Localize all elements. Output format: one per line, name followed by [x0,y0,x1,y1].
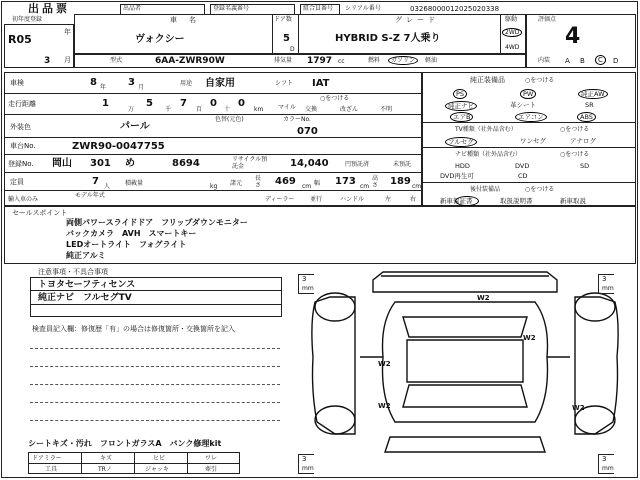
length-value: 469 [275,176,296,187]
shift-value: IAT [312,78,330,89]
width-unit: cm [360,183,370,190]
tire-fl: 3 [298,274,314,294]
recycle-label: リサイクル預託金 [232,156,268,170]
import-left: 左 [385,196,392,203]
legend-r4: 牽引 [205,466,218,473]
nav-label: ナビ種類（社外品含む） [455,151,522,158]
nav-hdd: HDD [455,162,470,170]
width-value: 173 [335,176,356,187]
grade-value: HYBRID S-Z 7人乗り [335,33,441,44]
tire-rr-unit: mm [602,465,614,472]
mileage-digit-4: 0 [210,98,217,109]
use-value: 自家用 [205,78,235,89]
grade-label: グレード [395,16,439,24]
inspection-label: 車検 [10,79,24,87]
equipment-note: ○をつける [525,77,555,84]
vehicle-name-label: 車名 [170,16,208,24]
notes-title: 注意事項・不具合事項 [38,268,108,276]
registration-box: 登録名義番号 [210,4,295,15]
color-no-value: 070 [297,126,318,137]
mileage-opt-tampered: 改ざん [340,106,359,113]
mileage-unit-man: 万 [128,106,135,113]
fuel-label: 燃料 [368,57,381,64]
month-value: 3 [44,56,51,66]
damage-mark-4: W2 [378,402,391,410]
mileage-label: 走行距離 [8,100,36,108]
equip-aw: 純正AW [578,89,608,99]
sales-point-2: バックカメラ AVH スマートキー [66,229,197,238]
height-unit: cm [412,183,422,190]
legend-h2: キズ [100,455,112,462]
chassis-value: ZWR90-0047755 [72,141,165,152]
year-unit: 年 [64,28,71,36]
chassis-label: 車台No. [10,142,36,150]
exhibitor-box: 出品者 [120,4,205,15]
legend-h3: ヒビ [153,455,166,462]
capacity-value: 7 [92,176,99,187]
tv-fullseg: フルセグ [445,137,477,147]
height-label: 高さ [372,175,379,189]
plate-region: 岡山 [52,158,72,169]
mileage-mile-label: マイル [278,104,296,111]
dims-label: 諸元 [230,180,243,187]
drive-2wd: 2WD [502,28,522,37]
plate-class: 301 [90,158,111,169]
drive-label: 駆動 [505,16,518,23]
tire-fl-unit: mm [302,285,314,292]
cd-opt: CD [518,172,528,180]
legend-r2: TRノ [98,466,112,473]
inspection-year: 8 [90,77,97,88]
mileage-unit-sen: 千 [165,106,172,113]
interior-c: C [595,55,606,65]
legend-h4: ワレ [205,455,218,462]
legend-r3: ジャッキ [145,466,169,473]
mileage-opt-replaced: 交換 [305,106,318,113]
plate-kana: め [125,158,135,169]
import-right: 右 [410,196,417,203]
import-dealer: ディーラー [265,196,295,203]
tire-rr: 3 [598,454,614,474]
damage-mark-1: W2 [477,294,490,302]
capacity-label: 定員 [10,178,24,186]
sales-point-3: LEDオートライト フォグライト [66,240,187,249]
mileage-digit-1: 1 [102,98,109,109]
model-value: 6AA-ZWR90W [155,56,225,66]
tv-oneseg: ワンセグ [520,137,546,145]
damage-mark-2: W2 [523,334,536,342]
import-label: 輸入車のみ [8,196,39,203]
nav-note: ○をつける [560,151,590,158]
dvd-playback: DVD再生可 [440,172,474,180]
mileage-unit-km: km [254,106,264,113]
interior-d: D [613,57,619,65]
legend-h1: ドアミラー [32,455,62,462]
tv-label: TV種類（社外品含む） [455,126,517,133]
month-unit: 月 [64,56,71,64]
mileage-digit-2: 5 [146,98,153,109]
original-color-label: 色替(元色) [215,116,244,123]
serial-number: 03268000012025020338 [410,5,500,13]
displacement-value: 1797 [307,56,333,66]
mileage-opt-unknown: 不明 [380,106,393,113]
shift-label: シフト [275,80,294,87]
length-unit: cm [302,183,312,190]
doors-sub: D [290,46,295,53]
recycle-unit: 円預託済 [345,161,370,168]
equip-navi: 純正ナビ [445,101,477,111]
page-title: 出品票 [28,2,70,15]
mileage-opts-note: ○をつける [320,95,350,102]
use-label: 用途 [180,80,193,87]
capacity-unit: 人 [104,183,111,190]
equip-ps: PS [453,89,467,99]
interior-b: B [580,57,585,65]
equip-aircon: エアコン [515,112,547,122]
nav-dvd: DVD [515,162,530,170]
footer-line: シートキズ・汚れ フロントガラスA バンク修理kit [28,439,222,448]
exterior-color: パール [120,121,150,132]
recycle-status: 未預託 [393,161,412,168]
nav-sd: SD [580,162,590,170]
model-label: 型式 [110,57,123,64]
sales-points-title: セールスポイント [12,209,68,217]
equip-leather: 革シート [510,101,536,109]
tv-analog: アナログ [570,137,596,145]
tire-rl-unit: mm [302,465,314,472]
tire-fr-unit: mm [602,285,614,292]
displacement-unit: cc [338,58,345,65]
era-year: R05 [8,33,32,46]
member-box: 組合員番号 [300,4,340,15]
inspection-month-unit: 月 [138,84,145,91]
warranty-circle [455,196,479,206]
tv-note: ○をつける [560,126,590,133]
post-note: ○をつける [525,186,555,193]
damage-mark-5: W2 [572,404,585,412]
mileage-digit-5: 0 [238,98,245,109]
plate-label: 登録No. [8,160,34,168]
displacement-label: 排気量 [274,57,293,64]
post-warranty: 新車保証書 [440,197,473,205]
fuel-diesel: 軽油 [425,57,438,64]
model-year-label: モデル年式 [75,192,105,199]
first-registration-label: 初年度登録 [12,16,43,23]
post-manual: 取扱説明書 [500,197,533,205]
plate-number: 8694 [172,158,200,169]
length-label: 長さ [255,175,262,189]
equip-sr: SR [585,101,594,109]
equip-pw: PW [520,89,536,99]
drive-4wd: 4WD [505,44,520,51]
import-parallel: 並行 [310,196,323,203]
width-label: 幅 [314,180,321,187]
interior-a: A [565,57,570,65]
model-row [74,54,526,68]
score-value: 4 [565,24,581,49]
note-line-1: トヨタセーフティセンス [38,280,136,290]
inspection-month: 3 [128,77,135,88]
doors-value: 5 [283,33,290,44]
inspector-title: 検査員記入欄：修復歴「有」の場合は修復箇所・交換箇所を記入 [32,325,235,333]
car-damage-diagram [295,262,635,457]
fuel-gasoline: ガソリン [388,56,418,65]
equip-airbag: エアB [450,112,473,122]
mileage-unit-hyaku: 百 [196,106,203,113]
equipment-title: 純正装備品 [470,76,505,84]
exterior-color-label: 外装色 [10,123,31,131]
interior-label: 内装 [538,57,551,64]
load-unit: kg [210,183,218,190]
color-no-label: カラーNo. [283,116,311,123]
note-line-2: 純正ナビ フルセグTV [38,293,132,303]
serial-label: シリアル番号 [345,5,381,12]
doors-label: ドア数 [274,16,292,23]
mileage-digit-3: 7 [180,98,187,109]
load-label: 積載量 [125,180,144,187]
legend-r1: 工具 [45,466,58,473]
mileage-unit-juu: 十 [224,106,231,113]
post-new-manual: 新車取説 [560,197,586,205]
recycle-value: 14,040 [290,158,329,169]
tire-fr: 3 [598,274,614,294]
damage-mark-3: W2 [378,360,391,368]
equip-abs: ABS [577,112,596,122]
score-label: 評価点 [538,16,557,23]
sales-point-4: 純正アルミ [66,251,106,260]
vehicle-name: ヴォクシー [135,34,185,45]
height-value: 189 [390,176,411,187]
post-label: 後付装備品 [470,186,501,193]
sales-point-1: 両側パワースライドドア フリップダウンモニター [66,218,248,227]
tire-rl: 3 [298,454,314,474]
inspection-year-unit: 年 [100,84,107,91]
import-handle: ハンドル [340,196,365,203]
